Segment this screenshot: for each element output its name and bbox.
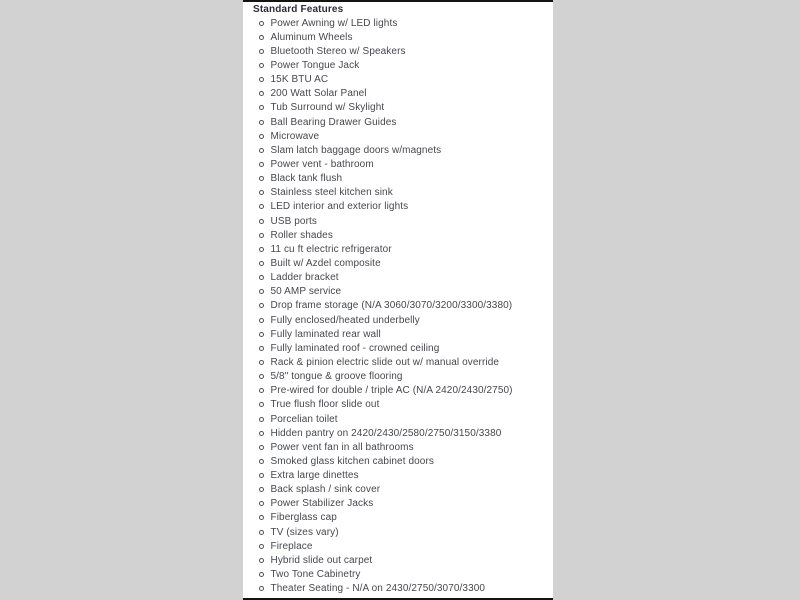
feature-label: Fireplace (270, 540, 313, 552)
feature-item (243, 157, 553, 171)
feature-label: Stainless steel kitchen sink (270, 187, 393, 199)
feature-item (243, 525, 553, 539)
bullet-icon (259, 49, 264, 54)
bullet-icon (259, 21, 264, 26)
feature-item (243, 539, 553, 553)
feature-item (243, 172, 553, 186)
bullet-icon (259, 190, 264, 195)
feature-label: Microwave (270, 130, 320, 142)
feature-item (243, 370, 553, 384)
feature-label: Hybrid slide out carpet (270, 554, 373, 566)
feature-item (243, 454, 553, 468)
feature-label: 200 Watt Solar Panel (270, 88, 367, 100)
feature-label: Smoked glass kitchen cabinet doors (270, 455, 434, 467)
features-list (243, 16, 553, 596)
bullet-icon (259, 544, 264, 549)
bullet-icon (259, 346, 264, 351)
feature-item (243, 115, 553, 129)
feature-item (243, 242, 553, 256)
bullet-icon (259, 445, 264, 450)
bullet-icon (259, 35, 264, 40)
bullet-icon (259, 402, 264, 407)
feature-label: Black tank flush (270, 173, 343, 185)
feature-label: Rack & pinion electric slide out w/ manual override (270, 356, 500, 368)
bullet-icon (259, 275, 264, 280)
feature-label: Bluetooth Stereo w/ Speakers (270, 45, 406, 57)
bullet-icon (259, 134, 264, 139)
feature-item (243, 384, 553, 398)
bullet-icon (259, 233, 264, 238)
bullet-icon (259, 515, 264, 520)
bullet-icon (259, 176, 264, 181)
bullet-icon (259, 120, 264, 125)
bullet-icon (259, 289, 264, 294)
feature-item (243, 58, 553, 72)
feature-label: Fiberglass cap (270, 512, 337, 524)
bullet-icon (259, 91, 264, 96)
feature-item (243, 497, 553, 511)
feature-item (243, 511, 553, 525)
feature-label: True flush floor slide out (270, 399, 380, 411)
bullet-icon (259, 417, 264, 422)
bullet-icon (259, 261, 264, 266)
feature-item (243, 87, 553, 101)
panel-title: Standard Features (253, 4, 344, 15)
bullet-icon (259, 459, 264, 464)
feature-item (243, 567, 553, 581)
feature-item (243, 129, 553, 143)
bullet-icon (259, 572, 264, 577)
bullet-icon (259, 105, 264, 110)
feature-item (243, 327, 553, 341)
bullet-icon (259, 487, 264, 492)
feature-item (243, 285, 553, 299)
feature-item (243, 469, 553, 483)
feature-label: USB ports (270, 215, 317, 227)
feature-item (243, 16, 553, 30)
feature-item (243, 256, 553, 270)
feature-label: Drop frame storage (N/A 3060/3070/3200/3300/3380) (270, 300, 513, 312)
feature-item (243, 101, 553, 115)
bullet-icon (259, 473, 264, 478)
bullet-icon (259, 247, 264, 252)
bullet-icon (259, 318, 264, 323)
feature-label: Tub Surround w/ Skylight (270, 102, 385, 114)
feature-label: Power Awning w/ LED lights (270, 17, 398, 29)
bullet-icon (259, 162, 264, 167)
bullet-icon (259, 77, 264, 82)
feature-label: 15K BTU AC (270, 74, 329, 86)
feature-label: Ladder bracket (270, 272, 339, 284)
feature-label: Aluminum Wheels (270, 31, 353, 43)
feature-label: LED interior and exterior lights (270, 201, 409, 213)
feature-item (243, 73, 553, 87)
feature-label: Extra large dinettes (270, 470, 359, 482)
bullet-icon (259, 388, 264, 393)
feature-item (243, 426, 553, 440)
feature-item (243, 30, 553, 44)
feature-item (243, 186, 553, 200)
feature-label: Fully enclosed/heated underbelly (270, 314, 420, 326)
bullet-icon (259, 332, 264, 337)
feature-item (243, 398, 553, 412)
feature-item (243, 483, 553, 497)
feature-item (243, 582, 553, 596)
standard-features-panel (243, 0, 553, 600)
bullet-icon (259, 501, 264, 506)
feature-label: Hidden pantry on 2420/2430/2580/2750/3150/3380 (270, 427, 502, 439)
feature-item (243, 299, 553, 313)
feature-item (243, 44, 553, 58)
feature-label: 5/8" tongue & groove flooring (270, 371, 403, 383)
feature-label: Porcelian toilet (270, 413, 338, 425)
feature-item (243, 553, 553, 567)
feature-label: Back splash / sink cover (270, 484, 381, 496)
feature-label: TV (sizes vary) (270, 526, 339, 538)
feature-label: Pre-wired for double / triple AC (N/A 2420/2430/2750) (270, 385, 513, 397)
bullet-icon (259, 303, 264, 308)
feature-item (243, 228, 553, 242)
feature-label: Roller shades (270, 229, 333, 241)
feature-label: Theater Seating - N/A on 2430/2750/3070/3300 (270, 583, 486, 595)
bullet-icon (259, 586, 264, 591)
feature-label: Ball Bearing Drawer Guides (270, 116, 397, 128)
feature-item (243, 271, 553, 285)
bullet-icon (259, 204, 264, 209)
bullet-icon (259, 219, 264, 224)
feature-label: Slam latch baggage doors w/magnets (270, 144, 442, 156)
feature-item (243, 214, 553, 228)
bullet-icon (259, 63, 264, 68)
bullet-icon (259, 148, 264, 153)
feature-label: Built w/ Azdel composite (270, 257, 381, 269)
feature-item (243, 200, 553, 214)
feature-label: Two Tone Cabinetry (270, 569, 361, 581)
bullet-icon (259, 374, 264, 379)
feature-label: Fully laminated rear wall (270, 328, 381, 340)
feature-item (243, 412, 553, 426)
feature-item (243, 341, 553, 355)
feature-item (243, 143, 553, 157)
feature-label: 11 cu ft electric refrigerator (270, 243, 392, 255)
feature-label: 50 AMP service (270, 286, 342, 298)
feature-item (243, 440, 553, 454)
feature-item (243, 355, 553, 369)
feature-label: Fully laminated roof - crowned ceiling (270, 342, 440, 354)
bullet-icon (259, 558, 264, 563)
feature-item (243, 313, 553, 327)
feature-label: Power Stabilizer Jacks (270, 498, 374, 510)
feature-label: Power Tongue Jack (270, 59, 360, 71)
feature-label: Power vent - bathroom (270, 158, 374, 170)
bullet-icon (259, 431, 264, 436)
feature-label: Power vent fan in all bathrooms (270, 441, 414, 453)
bullet-icon (259, 360, 264, 365)
bullet-icon (259, 530, 264, 535)
